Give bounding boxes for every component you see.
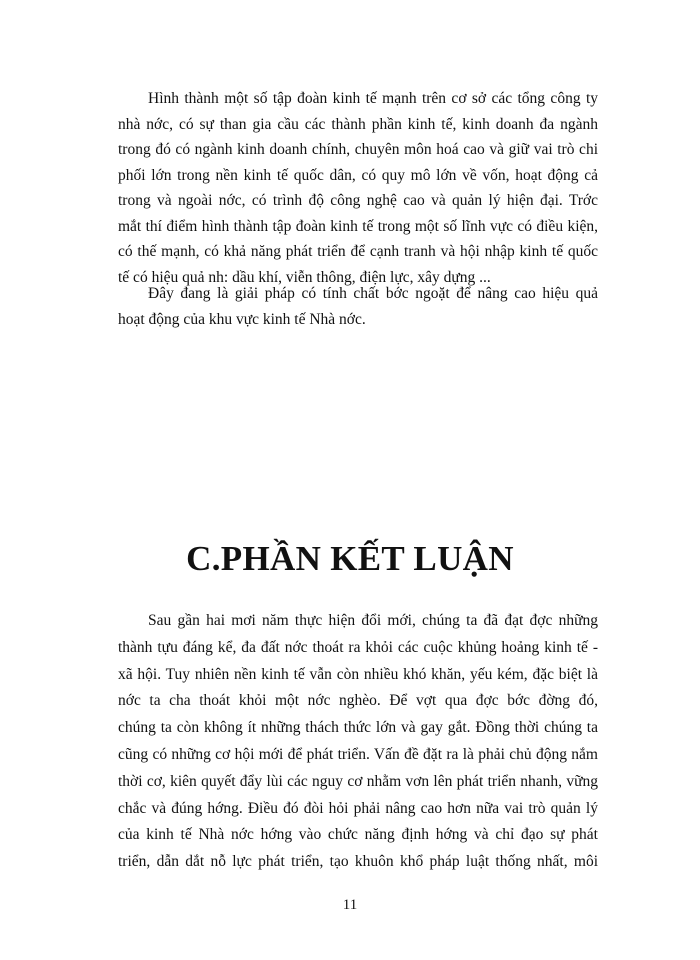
text-line: trong đó có ngành kinh doanh chính, chuyên môn hoá cao và giữ vai trò chi [118,141,598,158]
text-line: Hình thành một số tập đoàn kinh tế mạnh trên cơ sở các tổng công ty [148,90,598,107]
text-line: cũng có những cơ hội mới để phát triển. Vấn đề đặt ra là phải chủ động nắm [118,745,598,763]
text-line: tế có hiệu quả nh: dầu khí, viễn thông, điện lực, xây dựng ... [118,268,491,286]
text-line: chúng ta còn không ít những thách thức lớn và gay gắt. Đồng thời chúng ta [118,719,598,737]
page-number: 11 [342,897,358,913]
text-line: hoạt động của khu vực kinh tế Nhà nớc. [118,310,366,328]
text-line: mắt thí điểm hình thành tập đoàn kinh tế trong một số lĩnh vực có điều kiện, [118,217,598,235]
paragraph-tap-doan-kinh-te [118,86,598,290]
paragraph-giai-phap [118,281,598,332]
text-line: phối lớn trong nền kinh tế quốc dân, có quy mô lớn về vốn, hoạt động cả [118,166,598,184]
section-heading: C.PHẦN KẾT LUẬN [186,539,514,578]
text-line: thời cơ, kiên quyết đẩy lùi các nguy cơ nhằm vơn lên phát triển nhanh, vững [118,772,598,790]
text-line: nớc ta cha thoát khỏi một nớc nghèo. Để vợt qua đợc bớc đờng đó, [118,692,598,710]
text-line: chắc và đúng hớng. Điều đó đòi hỏi phải nâng cao hơn nữa vai trò quản lý [118,799,598,817]
text-line: Sau gần hai mơi năm thực hiện đổi mới, chúng ta đã đạt đợc những [148,612,598,629]
text-line: của kinh tế Nhà nớc hớng vào chức năng định hớng và chỉ đạo sự phát [118,826,598,844]
text-line: triển, dẫn dắt nỗ lực phát triển, tạo khuôn khổ pháp luật thống nhất, môi [118,853,598,871]
text-line: có thế mạnh, có khả năng phát triển để cạnh tranh và hội nhập kinh tế quốc [118,243,598,260]
text-line: xã hội. Tuy nhiên nền kinh tế vẫn còn nhiều khó khăn, yếu kém, đặc biệt là [118,665,598,683]
text-line: thành tựu đáng kể, đa đất nớc thoát ra khỏi các cuộc khủng hoảng kinh tế - [118,638,598,656]
text-line: trong và ngoài nớc, có trình độ công nghệ cao và quản lý hiện đại. Trớc [118,192,598,209]
text-line: Đây đang là giải pháp có tính chất bớc ngoặt để nâng cao hiệu quả [148,285,598,302]
text-line: nhà nớc, có sự than gia cầu các thành phần kinh tế, kinh doanh đa ngành [118,115,598,133]
paragraph-ket-luan [118,608,598,876]
